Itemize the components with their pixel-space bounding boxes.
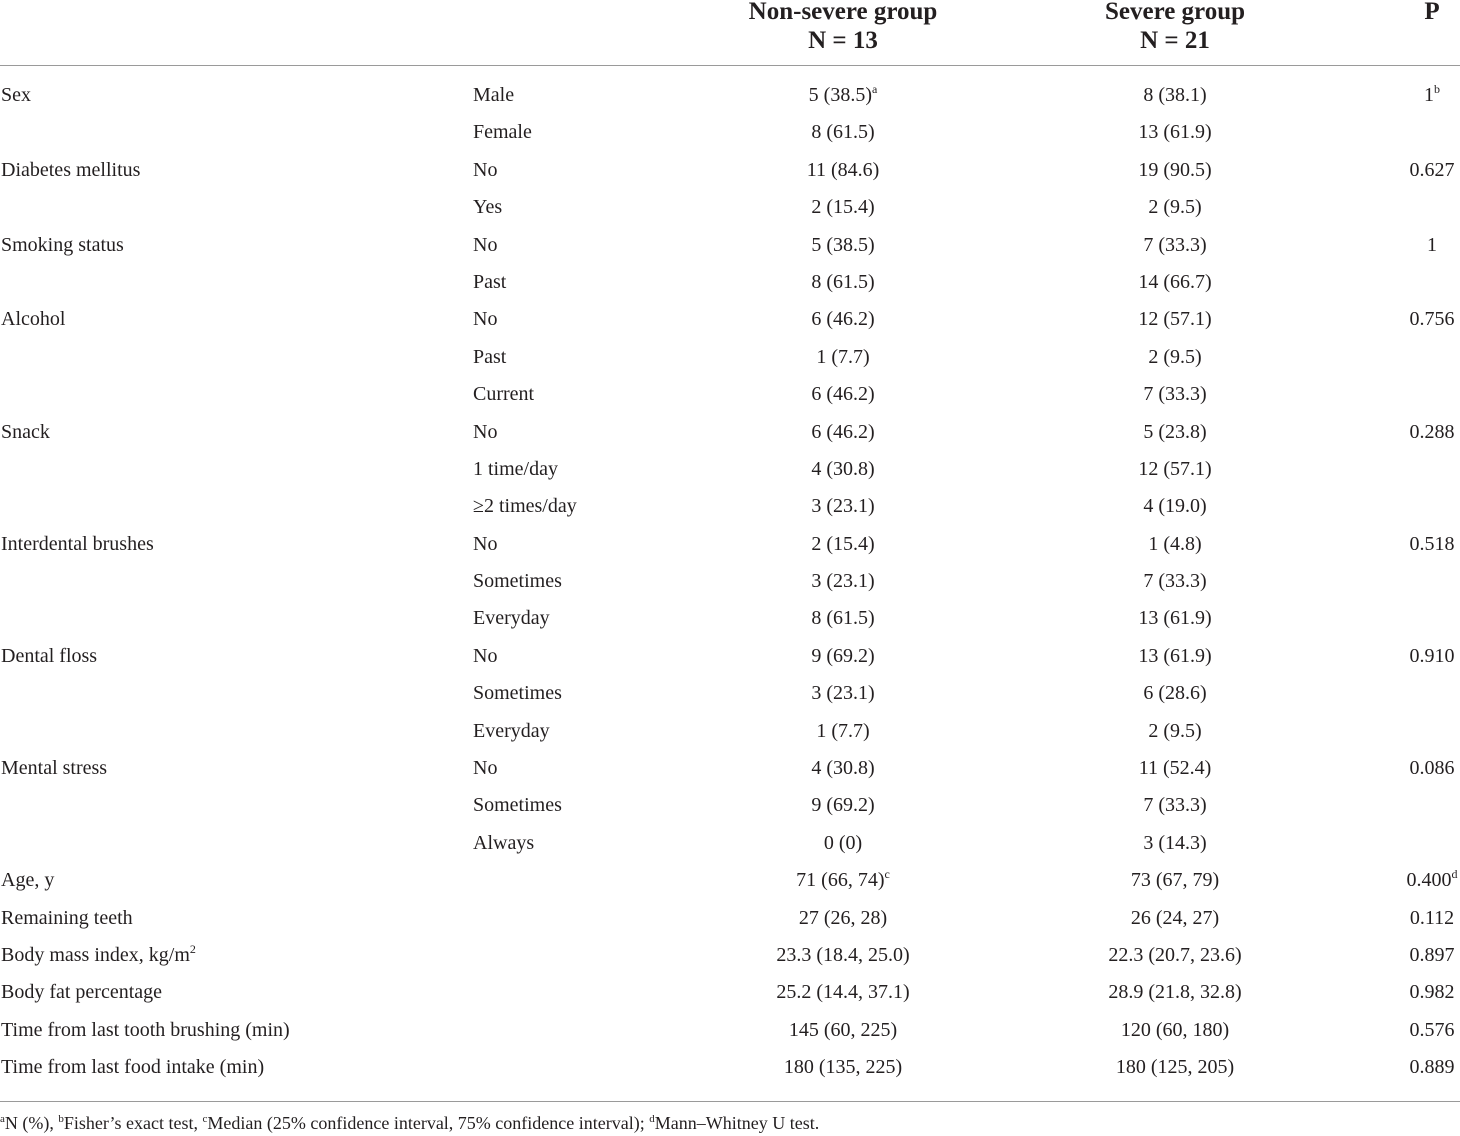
level-cell: [473, 114, 532, 151]
level-cell-text: Male: [473, 84, 515, 106]
column-header-p: P: [1424, 0, 1440, 25]
level-cell: [473, 825, 534, 862]
non-severe-cell: [693, 900, 993, 937]
p-value-cell: [1380, 1049, 1460, 1086]
severe-group-n: N = 21: [1140, 27, 1210, 54]
level-cell-text: No: [473, 420, 498, 443]
severe-cell-text: 180 (125, 205): [1115, 1056, 1235, 1079]
non-severe-cell-text: 1 (7.7): [816, 345, 870, 368]
p-value-cell-text: 0.982: [1409, 981, 1455, 1004]
table-footnote: [0, 1110, 819, 1136]
variable-cell-text: Interdental brushes: [1, 532, 154, 555]
variable-cell-text: Dental floss: [1, 644, 98, 667]
severe-cell: [1025, 264, 1325, 301]
variable-cell-text: Smoking status: [1, 233, 124, 256]
table-row: [0, 825, 1460, 862]
non-severe-cell-text: 8 (61.5): [811, 121, 875, 144]
non-severe-cell: [693, 937, 993, 974]
level-cell: [473, 414, 497, 451]
table-row: [0, 339, 1460, 376]
severe-cell: [1025, 414, 1325, 451]
severe-cell-text: 13 (61.9): [1138, 121, 1212, 144]
non-severe-cell-text: 0 (0): [823, 831, 863, 854]
table-row: [0, 713, 1460, 750]
severe-cell-text: 12 (57.1): [1138, 457, 1212, 480]
table-row: [0, 675, 1460, 712]
non-severe-cell-text: 8 (61.5): [811, 607, 875, 630]
non-severe-cell-text: 25.2 (14.4, 37.1): [776, 981, 910, 1004]
p-value-cell-text: 0.897: [1409, 943, 1455, 966]
p-value-cell: [1380, 414, 1460, 451]
variable-cell-text: Body fat percentage: [1, 981, 163, 1004]
variable-cell-text: Time from last food intake (min): [1, 1056, 265, 1079]
table-row: [0, 451, 1460, 488]
non-severe-cell-text: 3 (23.1): [811, 495, 875, 518]
variable-cell-text: Alcohol: [1, 308, 66, 331]
non-severe-cell-text: 27 (26, 28): [798, 906, 888, 929]
severe-cell: [1025, 451, 1325, 488]
non-severe-cell-text: 6 (46.2): [811, 383, 875, 406]
severe-cell: [1025, 152, 1325, 189]
non-severe-cell-text: 11 (84.6): [806, 158, 880, 181]
variable-cell-text: Diabetes mellitus: [1, 158, 141, 181]
level-cell: [473, 787, 562, 824]
non-severe-cell: [693, 750, 993, 787]
table-row: [0, 301, 1460, 338]
non-severe-cell-text: 3 (23.1): [811, 682, 875, 705]
table-row: [0, 152, 1460, 189]
p-value-cell: [1380, 937, 1460, 974]
level-cell-text: No: [473, 308, 498, 331]
table-header: [0, 0, 1460, 66]
variable-cell-text: Remaining teeth: [1, 906, 133, 929]
non-severe-cell-text: 145 (60, 225): [788, 1018, 898, 1041]
table-row: [0, 264, 1460, 301]
severe-cell-text: 7 (33.3): [1143, 383, 1207, 406]
p-value-cell-text: 0.400: [1406, 869, 1452, 892]
level-cell: [473, 189, 502, 226]
non-severe-cell: [693, 488, 993, 525]
severe-cell: [1025, 189, 1325, 226]
footnote-b-mark: b: [58, 1113, 64, 1125]
p-value-cell: [1380, 301, 1460, 338]
level-cell-text: Everyday: [473, 719, 550, 742]
severe-cell: [1025, 787, 1325, 824]
non-severe-cell: [693, 114, 993, 151]
p-value-cell-text: 0.086: [1409, 757, 1455, 780]
severe-cell-text: 6 (28.6): [1143, 682, 1207, 705]
severe-cell: [1025, 862, 1325, 899]
non-severe-cell: [693, 675, 993, 712]
p-value-cell-text: 0.576: [1409, 1018, 1455, 1041]
non-severe-cell: [693, 376, 993, 413]
p-value-cell-text: 1: [1424, 84, 1434, 106]
table-body: [0, 77, 1460, 1087]
level-cell: [473, 264, 506, 301]
severe-cell: [1025, 301, 1325, 338]
severe-cell-text: 22.3 (20.7, 23.6): [1108, 943, 1242, 966]
severe-cell: [1025, 638, 1325, 675]
variable-cell: [1, 974, 162, 1011]
non-severe-cell-text: 1 (7.7): [816, 719, 870, 742]
level-cell-text: Everyday: [473, 607, 550, 630]
level-cell: [473, 339, 506, 376]
table-row: [0, 600, 1460, 637]
non-severe-cell: [693, 414, 993, 451]
level-cell-text: Past: [473, 270, 507, 293]
level-cell: [473, 526, 497, 563]
level-cell: [473, 227, 497, 264]
non-severe-cell-text: 23.3 (18.4, 25.0): [776, 943, 910, 966]
non-severe-cell: [693, 974, 993, 1011]
non-severe-cell: [693, 301, 993, 338]
severe-cell-text: 13 (61.9): [1138, 644, 1212, 667]
non-severe-cell-text: 2 (15.4): [811, 532, 875, 555]
non-severe-cell: [693, 787, 993, 824]
variable-cell-text: Sex: [1, 84, 31, 106]
non-severe-cell: [693, 1012, 993, 1049]
non-severe-cell-text: 71 (66, 74): [796, 869, 885, 892]
non-severe-cell-text: 6 (46.2): [811, 308, 875, 331]
table-row: [0, 1012, 1460, 1049]
severe-cell-text: 73 (67, 79): [1130, 869, 1220, 892]
p-value-cell-text: 0.627: [1409, 158, 1455, 181]
severe-cell: [1025, 488, 1325, 525]
non-severe-group-n: N = 13: [808, 27, 878, 54]
level-cell: [473, 488, 577, 525]
non-severe-cell: [693, 227, 993, 264]
table-row: [0, 750, 1460, 787]
p-value-cell: [1380, 152, 1460, 189]
level-cell-text: No: [473, 757, 498, 780]
severe-cell: [1025, 600, 1325, 637]
table-bottom-divider: [0, 1101, 1460, 1102]
table-row: [0, 227, 1460, 264]
severe-cell: [1025, 114, 1325, 151]
severe-group-label: Severe group: [1104, 0, 1246, 25]
non-severe-cell: [693, 339, 993, 376]
variable-cell: [1, 77, 31, 114]
table-row: [0, 376, 1460, 413]
level-cell: [473, 713, 550, 750]
header-divider: [0, 65, 1460, 66]
level-cell: [473, 750, 497, 787]
level-cell-text: Past: [473, 345, 507, 368]
footnote-b-text: Fisher’s exact test,: [63, 1113, 203, 1133]
variable-cell: [1, 414, 50, 451]
severe-cell-text: 120 (60, 180): [1120, 1018, 1230, 1041]
variable-cell: [1, 862, 54, 899]
table-row: [0, 488, 1460, 525]
table-row: [0, 638, 1460, 675]
footnote-a-text: N (%),: [4, 1113, 59, 1133]
p-value-cell: [1380, 974, 1460, 1011]
level-cell-text: Female: [473, 121, 532, 144]
level-cell-text: Sometimes: [473, 570, 562, 593]
severe-cell-text: 14 (66.7): [1138, 270, 1212, 293]
level-cell-text: 1 time/day: [473, 457, 558, 480]
severe-cell: [1025, 563, 1325, 600]
severe-cell: [1025, 1049, 1325, 1086]
non-severe-cell-text: 5 (38.5): [808, 84, 872, 106]
non-severe-cell: [693, 526, 993, 563]
level-cell: [473, 77, 514, 114]
non-severe-cell-text: 4 (30.8): [811, 757, 875, 780]
variable-cell-text: Time from last tooth brushing (min): [1, 1018, 290, 1041]
variable-cell: [1, 638, 97, 675]
variable-cell-text: Snack: [1, 420, 50, 443]
footnote-a-mark: a: [0, 1113, 5, 1125]
variable-cell: [1, 227, 124, 264]
p-value-cell-text: 0.288: [1409, 420, 1455, 443]
non-severe-cell-text: 8 (61.5): [811, 270, 875, 293]
p-value-cell-superscript: d: [1451, 867, 1458, 882]
table-row: [0, 974, 1460, 1011]
level-cell-text: Sometimes: [473, 794, 562, 817]
variable-cell-text: Mental stress: [1, 757, 108, 780]
severe-cell-text: 8 (38.1): [1143, 84, 1207, 106]
non-severe-cell: [693, 189, 993, 226]
non-severe-cell: [693, 713, 993, 750]
p-value-cell-text: 0.756: [1409, 308, 1455, 331]
level-cell: [473, 301, 497, 338]
p-value-cell-text: 1: [1427, 233, 1437, 256]
severe-cell: [1025, 937, 1325, 974]
severe-cell-text: 26 (24, 27): [1130, 906, 1220, 929]
variable-cell: [1, 937, 196, 974]
level-cell: [473, 376, 534, 413]
severe-cell: [1025, 1012, 1325, 1049]
table-row: [0, 77, 1460, 114]
severe-cell-text: 2 (9.5): [1148, 345, 1202, 368]
level-cell: [473, 152, 497, 189]
p-value-cell: [1380, 750, 1460, 787]
level-cell: [473, 563, 562, 600]
level-cell-text: No: [473, 644, 498, 667]
severe-cell: [1025, 900, 1325, 937]
non-severe-cell: [693, 600, 993, 637]
footnote-c-mark: c: [202, 1113, 208, 1125]
table-row: [0, 900, 1460, 937]
severe-cell: [1025, 974, 1325, 1011]
p-value-cell: [1380, 900, 1460, 937]
severe-cell: [1025, 825, 1325, 862]
variable-cell: [1, 1012, 290, 1049]
column-header-severe: [1025, 0, 1325, 55]
variable-cell-text: Age, y: [1, 869, 55, 892]
non-severe-cell-text: 2 (15.4): [811, 196, 875, 219]
variable-cell: [1, 301, 65, 338]
non-severe-cell: [693, 1049, 993, 1086]
p-value-cell: [1380, 862, 1460, 899]
severe-cell-text: 5 (23.8): [1143, 420, 1207, 443]
severe-cell-text: 19 (90.5): [1138, 158, 1212, 181]
severe-cell-text: 7 (33.3): [1143, 233, 1207, 256]
table-row: [0, 862, 1460, 899]
non-severe-cell: [693, 152, 993, 189]
variable-cell: [1, 1049, 264, 1086]
severe-cell: [1025, 526, 1325, 563]
level-cell-text: No: [473, 158, 498, 181]
severe-cell-text: 4 (19.0): [1143, 495, 1207, 518]
level-cell-text: Sometimes: [473, 682, 562, 705]
table-row: [0, 114, 1460, 151]
non-severe-cell-superscript: c: [884, 867, 890, 882]
severe-cell-text: 12 (57.1): [1138, 308, 1212, 331]
severe-cell: [1025, 77, 1325, 114]
table-row: [0, 787, 1460, 824]
p-value-cell: [1380, 638, 1460, 675]
level-cell-text: Yes: [473, 196, 503, 219]
severe-cell-text: 7 (33.3): [1143, 794, 1207, 817]
severe-cell-text: 28.9 (21.8, 32.8): [1108, 981, 1242, 1004]
non-severe-cell-text: 9 (69.2): [811, 644, 875, 667]
variable-cell: [1, 750, 107, 787]
level-cell: [473, 600, 550, 637]
table-row: [0, 563, 1460, 600]
severe-cell: [1025, 713, 1325, 750]
non-severe-cell-text: 9 (69.2): [811, 794, 875, 817]
footnote-d-text: Mann–Whitney U test.: [654, 1113, 820, 1133]
table-row: [0, 189, 1460, 226]
severe-cell: [1025, 227, 1325, 264]
level-cell-text: Current: [473, 383, 535, 406]
p-value-cell: [1380, 77, 1460, 114]
severe-cell-text: 13 (61.9): [1138, 607, 1212, 630]
footnote-c-text: Median (25% confidence interval, 75% confidence interval);: [207, 1113, 650, 1133]
non-severe-cell-text: 4 (30.8): [811, 457, 875, 480]
p-value-cell: [1380, 1012, 1460, 1049]
variable-cell: [1, 152, 140, 189]
non-severe-cell: [693, 264, 993, 301]
severe-cell: [1025, 376, 1325, 413]
level-cell-text: ≥2 times/day: [473, 495, 577, 518]
non-severe-cell-text: 6 (46.2): [811, 420, 875, 443]
table-row: [0, 414, 1460, 451]
variable-cell-superscript: 2: [189, 941, 196, 956]
severe-cell-text: 2 (9.5): [1148, 196, 1202, 219]
non-severe-cell: [693, 77, 993, 114]
severe-cell-text: 3 (14.3): [1143, 831, 1207, 854]
level-cell: [473, 675, 562, 712]
variable-cell-text: Body mass index, kg/m: [1, 943, 190, 966]
p-value-cell-text: 0.910: [1409, 644, 1455, 667]
non-severe-cell: [693, 638, 993, 675]
severe-cell: [1025, 339, 1325, 376]
variable-cell: [1, 526, 154, 563]
p-value-cell-text: 0.112: [1409, 906, 1455, 929]
non-severe-cell-text: 180 (135, 225): [783, 1056, 903, 1079]
non-severe-cell-superscript: a: [872, 82, 878, 96]
non-severe-cell-text: 5 (38.5): [811, 233, 875, 256]
variable-cell: [1, 900, 133, 937]
p-value-cell-text: 0.518: [1409, 532, 1455, 555]
footnote-d-mark: d: [649, 1113, 655, 1125]
table-row: [0, 937, 1460, 974]
non-severe-cell: [693, 563, 993, 600]
p-value-cell-text: 0.889: [1409, 1056, 1455, 1079]
severe-cell-text: 7 (33.3): [1143, 570, 1207, 593]
severe-cell: [1025, 675, 1325, 712]
level-cell: [473, 638, 497, 675]
severe-cell: [1025, 750, 1325, 787]
column-header-non-severe: [693, 0, 993, 55]
p-value-cell-superscript: b: [1434, 82, 1440, 96]
non-severe-cell: [693, 862, 993, 899]
p-value-cell: [1380, 227, 1460, 264]
level-cell-text: Always: [473, 831, 535, 854]
table-row: [0, 526, 1460, 563]
level-cell-text: No: [473, 532, 498, 555]
severe-cell-text: 1 (4.8): [1148, 532, 1202, 555]
level-cell: [473, 451, 558, 488]
p-value-cell: [1380, 526, 1460, 563]
level-cell-text: No: [473, 233, 498, 256]
severe-cell-text: 11 (52.4): [1138, 757, 1212, 780]
non-severe-cell-text: 3 (23.1): [811, 570, 875, 593]
non-severe-cell: [693, 451, 993, 488]
severe-cell-text: 2 (9.5): [1148, 719, 1202, 742]
non-severe-cell: [693, 825, 993, 862]
table-row: [0, 1049, 1460, 1086]
non-severe-group-label: Non-severe group: [748, 0, 938, 25]
